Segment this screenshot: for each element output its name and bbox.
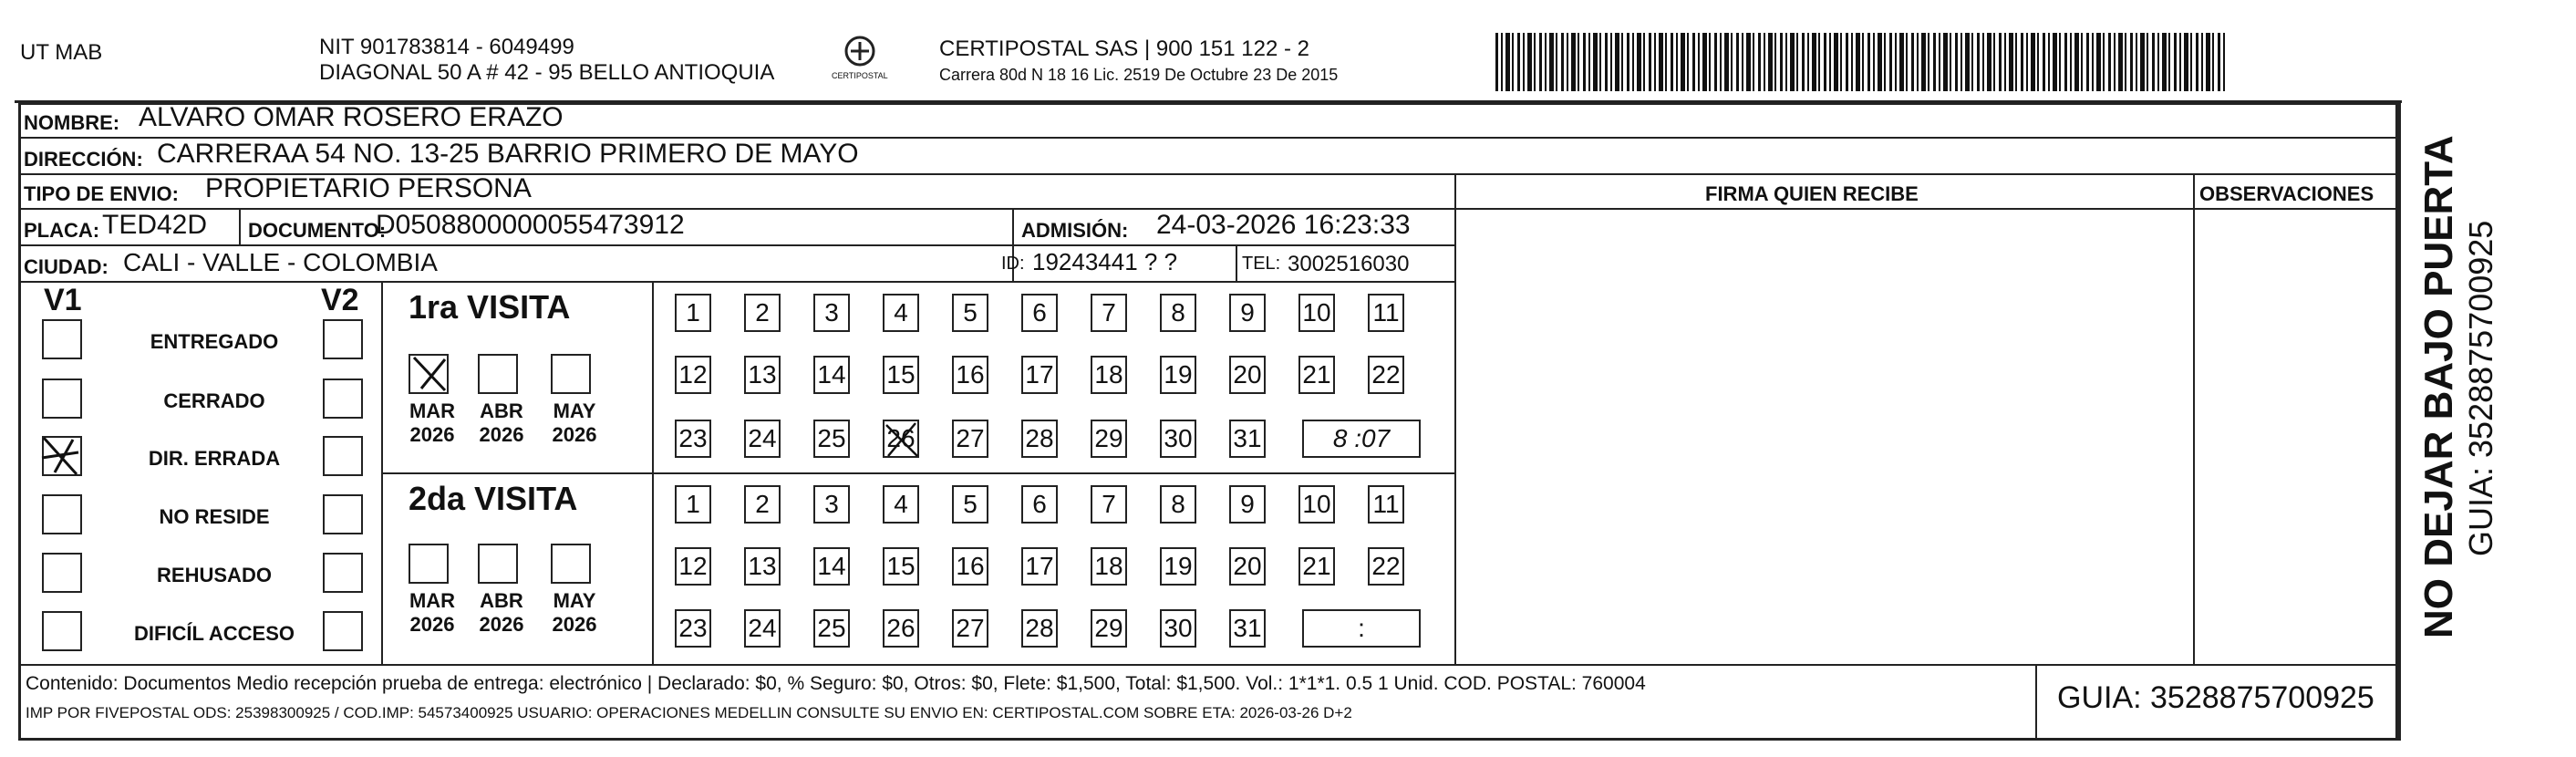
day-box[interactable]: 17 <box>1021 356 1058 394</box>
v2-checkbox[interactable] <box>323 319 363 359</box>
month-name: MAR <box>409 399 456 422</box>
documento-value: D0508800000055473912 <box>376 210 685 240</box>
day-box[interactable]: 7 <box>1091 294 1127 332</box>
id-value: 19243441 ? ? <box>1032 248 1178 275</box>
time-box[interactable]: : <box>1302 609 1421 648</box>
second-visit-title: 2da VISITA <box>409 480 578 517</box>
v2-checkbox[interactable] <box>323 378 363 419</box>
v1-checkbox[interactable] <box>42 319 82 359</box>
month-year: 2026 <box>552 613 597 636</box>
day-box[interactable]: 20 <box>1229 356 1266 394</box>
placa-label: PLACA: <box>24 219 100 242</box>
day-box[interactable]: 10 <box>1298 485 1335 524</box>
status-label: DIFICÍL ACCESO <box>133 622 295 645</box>
month-checkbox[interactable] <box>409 544 449 584</box>
day-box[interactable]: 5 <box>952 485 988 524</box>
day-box[interactable]: 19 <box>1160 547 1196 586</box>
side-guia: GUIA: 3528875700925 <box>2462 220 2499 556</box>
observaciones-header: OBSERVACIONES <box>2199 182 2374 205</box>
day-cross-icon <box>883 420 921 460</box>
admision-label: ADMISIÓN: <box>1021 219 1129 242</box>
month-checkbox[interactable] <box>478 544 518 584</box>
day-box[interactable]: 18 <box>1091 547 1127 586</box>
day-box[interactable]: 24 <box>744 420 781 458</box>
day-box[interactable]: 28 <box>1021 420 1058 458</box>
day-box[interactable]: 29 <box>1091 609 1127 648</box>
day-box[interactable]: 19 <box>1160 356 1196 394</box>
month-checkbox[interactable] <box>551 354 591 394</box>
day-box[interactable]: 25 <box>813 609 850 648</box>
v2-checkbox[interactable] <box>323 553 363 593</box>
day-box[interactable]: 22 <box>1368 356 1404 394</box>
status-label: CERRADO <box>163 389 265 412</box>
certipostal-logo <box>832 35 888 80</box>
status-label: DIR. ERRADA <box>148 447 281 470</box>
day-box[interactable]: 13 <box>744 547 781 586</box>
month-year: 2026 <box>409 613 455 636</box>
documento-label: DOCUMENTO: <box>248 219 387 242</box>
month-name: MAY <box>553 399 596 422</box>
month-name: ABR <box>480 589 523 612</box>
check-mark-icon <box>409 352 450 394</box>
header-company: CERTIPOSTAL SAS | 900 151 122 - 2 <box>939 36 1309 61</box>
placa-value: TED42D <box>102 210 208 240</box>
header-nit: NIT 901783814 - 6049499 <box>319 35 574 59</box>
first-visit-title: 1ra VISITA <box>409 288 571 326</box>
day-box[interactable]: 16 <box>952 547 988 586</box>
v2-checkbox[interactable] <box>323 436 363 476</box>
month-checkbox[interactable] <box>478 354 518 394</box>
day-box[interactable]: 6 <box>1021 485 1058 524</box>
v2-label: V2 <box>321 283 359 317</box>
logo-text: CERTIPOSTAL <box>832 71 888 80</box>
day-box[interactable]: 10 <box>1298 294 1335 332</box>
v1-checkbox[interactable] <box>42 378 82 419</box>
day-box[interactable]: 7 <box>1091 485 1127 524</box>
firma-header: FIRMA QUIEN RECIBE <box>1705 182 1919 205</box>
ciudad-label: CIUDAD: <box>24 255 109 278</box>
time-box[interactable]: 8 :07 <box>1302 420 1421 458</box>
header-address: DIAGONAL 50 A # 42 - 95 BELLO ANTIOQUIA <box>319 60 775 85</box>
month-checkbox[interactable] <box>551 544 591 584</box>
day-box[interactable]: 11 <box>1368 294 1404 332</box>
v1-label: V1 <box>44 283 82 317</box>
day-box[interactable]: 24 <box>744 609 781 648</box>
day-box[interactable]: 9 <box>1229 294 1266 332</box>
month-name: ABR <box>480 399 523 422</box>
day-box[interactable]: 18 <box>1091 356 1127 394</box>
day-box[interactable]: 2 <box>744 485 781 524</box>
day-box[interactable]: 28 <box>1021 609 1058 648</box>
day-box[interactable]: 21 <box>1298 547 1335 586</box>
day-box[interactable]: 1 <box>675 294 711 332</box>
tel-value: 3002516030 <box>1288 252 1410 276</box>
v1-checkbox[interactable] <box>42 611 82 651</box>
day-box[interactable]: 2 <box>744 294 781 332</box>
day-box[interactable]: 31 <box>1229 420 1266 458</box>
day-box[interactable]: 8 <box>1160 294 1196 332</box>
header-license: Carrera 80d N 18 16 Lic. 2519 De Octubre 23 De 2015 <box>939 66 1339 84</box>
day-box[interactable]: 5 <box>952 294 988 332</box>
month-year: 2026 <box>479 423 524 446</box>
v1-checkbox[interactable] <box>42 553 82 593</box>
day-box[interactable]: 15 <box>883 547 919 586</box>
header-left-code: UT MAB <box>20 40 103 65</box>
direccion-value: CARRERAA 54 NO. 13-25 BARRIO PRIMERO DE MAYO <box>157 139 859 169</box>
month-name: MAR <box>409 589 456 612</box>
status-label: REHUSADO <box>157 564 272 586</box>
month-year: 2026 <box>409 423 455 446</box>
day-box[interactable]: 13 <box>744 356 781 394</box>
day-box[interactable]: 27 <box>952 420 988 458</box>
month-name: MAY <box>553 589 596 612</box>
tipo-value: PROPIETARIO PERSONA <box>205 173 532 203</box>
day-box[interactable]: 14 <box>813 547 850 586</box>
footer-line2: IMP POR FIVEPOSTAL ODS: 25398300925 / COD.IMP: 54573400925 USUARIO: OPERACIONES MEDELLIN CONSULTE SU ENVIO EN: CERTIPOSTAL.COM SOBRE ETA: 2026-03-26 D+2 <box>26 704 1352 721</box>
footer-guia: GUIA: 3528875700925 <box>2057 680 2374 715</box>
v1-checkbox[interactable] <box>42 494 82 534</box>
day-box[interactable]: 1 <box>675 485 711 524</box>
day-box[interactable]: 31 <box>1229 609 1266 648</box>
ciudad-value: CALI - VALLE - COLOMBIA <box>123 248 438 276</box>
day-box[interactable]: 21 <box>1298 356 1335 394</box>
tel-label: TEL: <box>1242 254 1281 274</box>
nombre-value: ALVARO OMAR ROSERO ERAZO <box>139 102 564 132</box>
day-box[interactable]: 12 <box>675 356 711 394</box>
day-box[interactable]: 4 <box>883 294 919 332</box>
day-box[interactable]: 3 <box>813 294 850 332</box>
day-box[interactable]: 9 <box>1229 485 1266 524</box>
month-year: 2026 <box>552 423 597 446</box>
day-box[interactable]: 11 <box>1368 485 1404 524</box>
day-box[interactable]: 20 <box>1229 547 1266 586</box>
day-box[interactable]: 17 <box>1021 547 1058 586</box>
day-box[interactable]: 25 <box>813 420 850 458</box>
day-box[interactable]: 16 <box>952 356 988 394</box>
handwritten-mark-icon <box>36 430 86 480</box>
footer-line1: Contenido: Documentos Medio recepción prueba de entrega: electrónico | Declarado: $0, % Seguro: $0, Otros: $0, Flete: $1,500, Total: $1,500. Vol.: 1*1*1. 0.5 1 Unid. COD. POSTAL: 760004 <box>26 673 1646 694</box>
v2-checkbox[interactable] <box>323 494 363 534</box>
day-box[interactable]: 26 <box>883 420 919 458</box>
day-box[interactable]: 22 <box>1368 547 1404 586</box>
month-year: 2026 <box>479 613 524 636</box>
day-box[interactable]: 29 <box>1091 420 1127 458</box>
day-box[interactable]: 3 <box>813 485 850 524</box>
day-box[interactable]: 15 <box>883 356 919 394</box>
admision-value: 24-03-2026 16:23:33 <box>1156 210 1411 240</box>
nombre-label: NOMBRE: <box>24 111 120 134</box>
side-warning: NO DEJAR BAJO PUERTA <box>2416 135 2461 638</box>
day-box[interactable]: 8 <box>1160 485 1196 524</box>
status-label: NO RESIDE <box>159 505 270 528</box>
day-box[interactable]: 27 <box>952 609 988 648</box>
day-box[interactable]: 30 <box>1160 609 1196 648</box>
day-box[interactable]: 14 <box>813 356 850 394</box>
day-box[interactable]: 26 <box>883 609 919 648</box>
day-box[interactable]: 6 <box>1021 294 1058 332</box>
day-box[interactable]: 4 <box>883 485 919 524</box>
status-label: ENTREGADO <box>150 330 279 353</box>
v2-checkbox[interactable] <box>323 611 363 651</box>
day-box[interactable]: 23 <box>675 609 711 648</box>
id-label: ID: <box>1001 254 1025 274</box>
day-box[interactable]: 12 <box>675 547 711 586</box>
day-box[interactable]: 30 <box>1160 420 1196 458</box>
day-box[interactable]: 23 <box>675 420 711 458</box>
tipo-label: TIPO DE ENVIO: <box>24 182 179 205</box>
barcode <box>1495 33 2225 91</box>
direccion-label: DIRECCIÓN: <box>24 148 143 171</box>
